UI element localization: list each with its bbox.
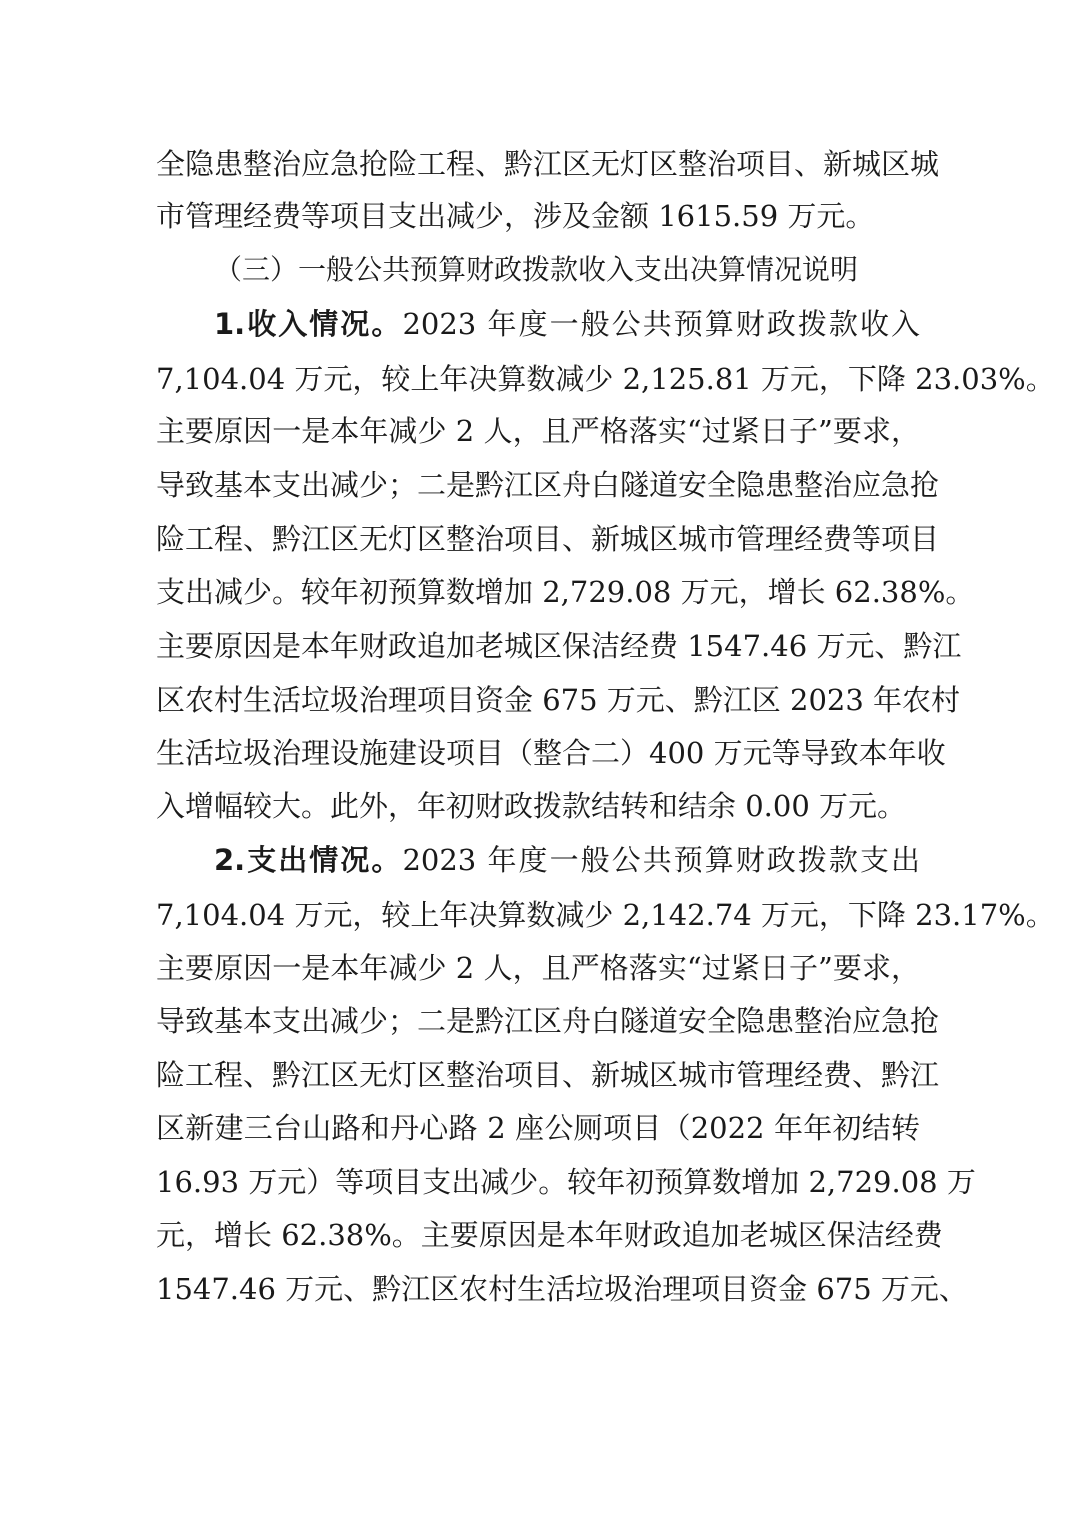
text-line: 1547.46 万元、黔江区农村生活垃圾治理项目资金 675 万元、 bbox=[156, 1272, 968, 1306]
income-first-line-text: 2023 年度一般公共预算财政拨款收入 bbox=[402, 307, 920, 341]
text-line: 主要原因一是本年减少 2 人，且严格落实“过紧日子”要求， bbox=[156, 951, 920, 985]
text-line: 7,104.04 万元，较上年决算数减少 2,125.81 万元，下降 23.03%。 bbox=[156, 362, 1055, 396]
income-first-line bbox=[214, 304, 920, 344]
expenditure-first-line bbox=[214, 840, 920, 880]
expenditure-first-line-text: 2023 年度一般公共预算财政拨款支出 bbox=[402, 843, 920, 877]
text-line: 7,104.04 万元，较上年决算数减少 2,142.74 万元，下降 23.17%。 bbox=[156, 898, 1055, 932]
text-line: 支出减少。较年初预算数增加 2,729.08 万元，增长 62.38%。 bbox=[156, 575, 975, 609]
income-lead: 1.收入情况。 bbox=[214, 307, 403, 341]
text-line: 导致基本支出减少；二是黔江区舟白隧道安全隐患整治应急抢 bbox=[156, 1004, 940, 1038]
section-heading: （三）一般公共预算财政拨款收入支出决算情况说明 bbox=[214, 253, 859, 286]
text-line: 导致基本支出减少；二是黔江区舟白隧道安全隐患整治应急抢 bbox=[156, 468, 940, 502]
text-line: 16.93 万元）等项目支出减少。较年初预算数增加 2,729.08 万 bbox=[156, 1165, 976, 1199]
text-line: 区农村生活垃圾治理项目资金 675 万元、黔江区 2023 年农村 bbox=[156, 683, 961, 717]
text-line: 元，增长 62.38%。主要原因是本年财政追加老城区保洁经费 bbox=[156, 1218, 943, 1252]
text-line: 生活垃圾治理设施建设项目（整合二）400 万元等导致本年收 bbox=[156, 736, 946, 770]
text-line: 险工程、黔江区无灯区整治项目、新城区城市管理经费、黔江 bbox=[156, 1058, 940, 1092]
text-line: 主要原因一是本年减少 2 人，且严格落实“过紧日子”要求， bbox=[156, 414, 920, 448]
text-line: 市管理经费等项目支出减少，涉及金额 1615.59 万元。 bbox=[156, 199, 875, 233]
expenditure-lead: 2.支出情况。 bbox=[214, 843, 403, 877]
text-line: 全隐患整治应急抢险工程、黔江区无灯区整治项目、新城区城 bbox=[156, 147, 940, 181]
text-line: 区新建三台山路和丹心路 2 座公厕项目（2022 年年初结转 bbox=[156, 1111, 920, 1145]
text-line: 主要原因是本年财政追加老城区保洁经费 1547.46 万元、黔江 bbox=[156, 629, 962, 663]
text-line: 险工程、黔江区无灯区整治项目、新城区城市管理经费等项目 bbox=[156, 522, 940, 556]
text-line: 入增幅较大。此外，年初财政拨款结转和结余 0.00 万元。 bbox=[156, 789, 907, 823]
